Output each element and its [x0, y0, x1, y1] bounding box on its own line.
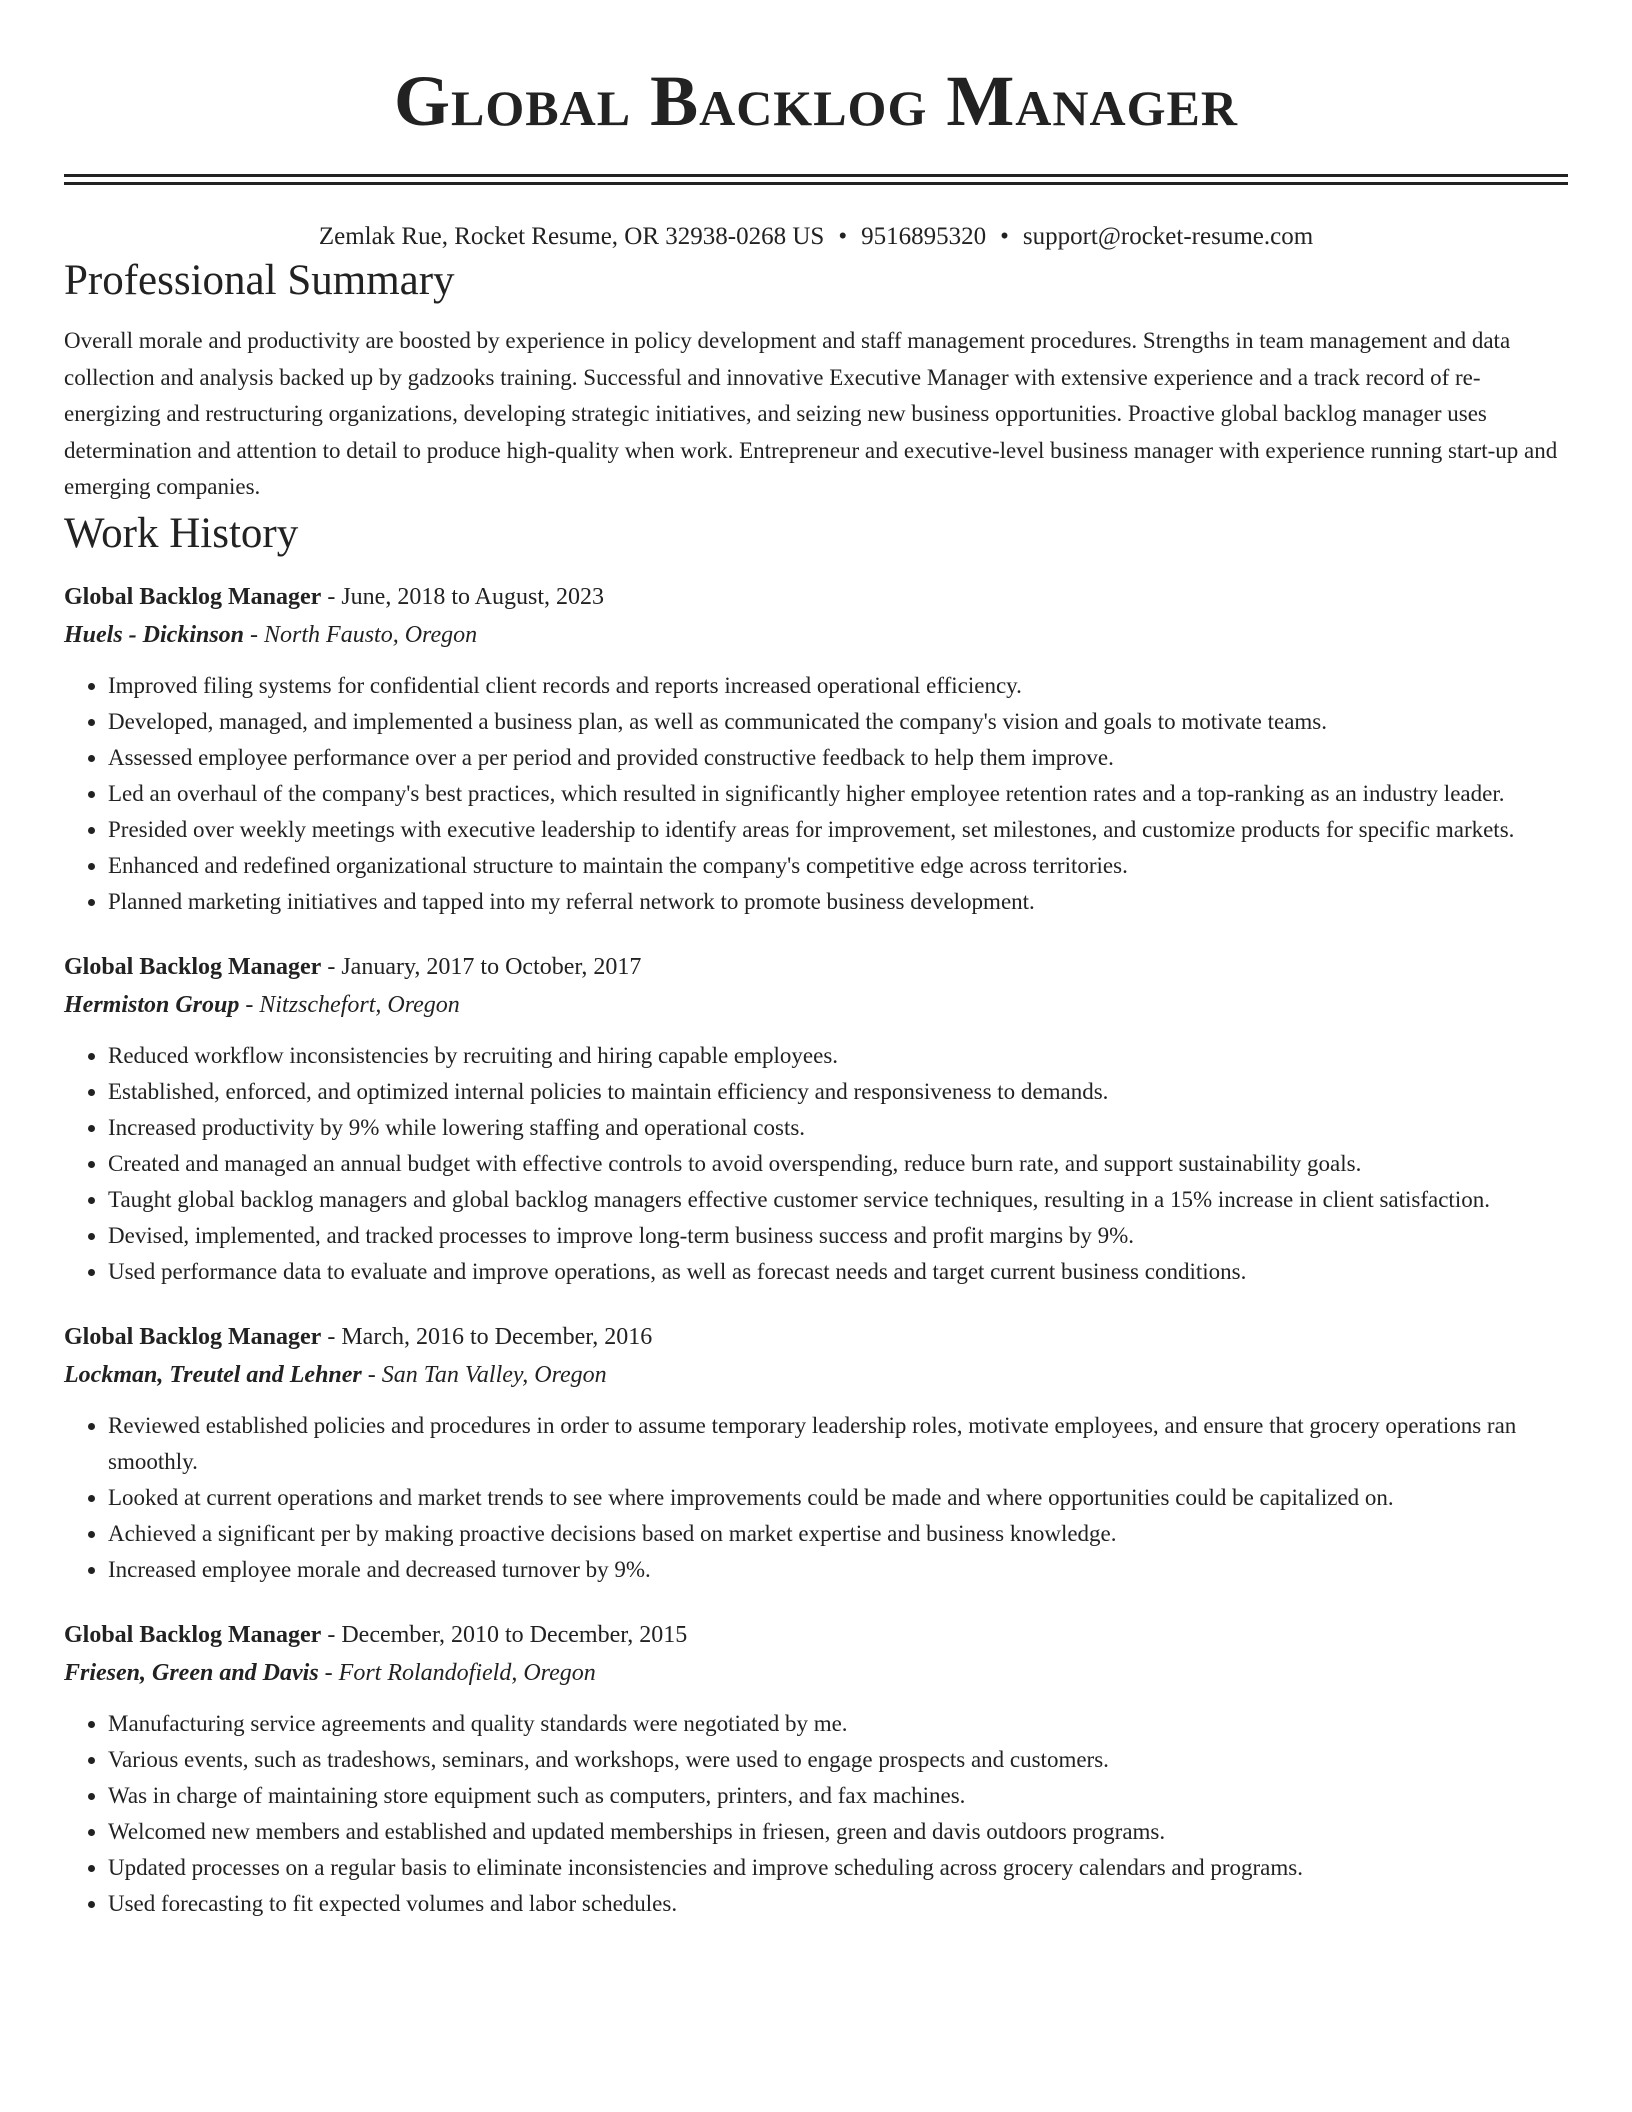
job-bullet-item: • Used forecasting to fit expected volumes and labor schedules. [108, 1886, 1568, 1922]
job-bullet-item: • Reviewed established policies and procedures in order to assume temporary leadership roles, motivate employees, and ensure that grocery operations ran smoothly. [108, 1408, 1568, 1480]
job-bullet-item: • Increased employee morale and decreased turnover by 9%. [108, 1552, 1568, 1588]
contact-phone: 9516895320 [861, 223, 987, 250]
job-bullet-item: • Established, enforced, and optimized internal policies to maintain efficiency and responsiveness to demands. [108, 1074, 1568, 1110]
job-bullet-item: • Was in charge of maintaining store equipment such as computers, printers, and fax machines. [108, 1778, 1568, 1814]
job-company: Huels - Dickinson [64, 621, 245, 648]
job-header [64, 578, 1568, 616]
job-dates: - December, 2010 to December, 2015 [321, 1621, 688, 1648]
job-location: - San Tan Valley, Oregon [361, 1361, 607, 1388]
job-dates: - January, 2017 to October, 2017 [321, 953, 642, 980]
job-bullet-item: • Developed, managed, and implemented a business plan, as well as communicated the company's vision and goals to motivate teams. [108, 704, 1568, 740]
job-company-line [64, 616, 1568, 654]
job-bullet-item: • Looked at current operations and market trends to see where improvements could be made and where opportunities could be capitalized on. [108, 1480, 1568, 1516]
job-bullet-item: • Reduced workflow inconsistencies by recruiting and hiring capable employees. [108, 1038, 1568, 1074]
job-bullet-item: • Achieved a significant per by making proactive decisions based on market expertise and business knowledge. [108, 1516, 1568, 1552]
job-location: - Nitzschefort, Oregon [239, 991, 460, 1018]
job-bullet-item: • Various events, such as tradeshows, seminars, and workshops, were used to engage prospects and customers. [108, 1742, 1568, 1778]
job-bullet-item: • Enhanced and redefined organizational structure to maintain the company's competitive edge across territories. [108, 848, 1568, 884]
work-history-list [64, 578, 1568, 1922]
job-company-line [64, 1654, 1568, 1692]
job-entry [64, 948, 1568, 1290]
job-bullet-item: • Used performance data to evaluate and improve operations, as well as forecast needs and target current business conditions. [108, 1254, 1568, 1290]
summary-heading: Professional Summary [64, 257, 455, 304]
job-dates: - March, 2016 to December, 2016 [321, 1323, 653, 1350]
contact-separator: • [838, 223, 848, 250]
job-header [64, 1616, 1568, 1654]
job-bullet-item: • Presided over weekly meetings with executive leadership to identify areas for improvement, set milestones, and customize products for specific markets. [108, 812, 1568, 848]
contact-separator: • [1000, 223, 1009, 250]
job-header [64, 948, 1568, 986]
job-title: Global Backlog Manager [64, 1323, 322, 1350]
job-company: Lockman, Treutel and Lehner [64, 1361, 362, 1388]
job-bullet-item: • Taught global backlog managers and global backlog managers effective customer service techniques, resulting in a 15% increase in client satisfaction. [108, 1182, 1568, 1218]
header-double-rule [64, 174, 1568, 185]
job-location: - North Fausto, Oregon [244, 621, 478, 648]
contact-line [64, 221, 1568, 253]
job-title: Global Backlog Manager [64, 953, 322, 980]
job-bullets [64, 1408, 1568, 1588]
work-history-heading: Work History [64, 509, 299, 557]
job-company: Friesen, Green and Davis [64, 1659, 319, 1686]
job-bullet-item: • Manufacturing service agreements and quality standards were negotiated by me. [108, 1706, 1568, 1742]
job-entry [64, 1616, 1568, 1922]
job-entry [64, 578, 1568, 920]
job-company-line [64, 1356, 1568, 1394]
job-bullet-item: • Planned marketing initiatives and tapped into my referral network to promote business development. [108, 884, 1568, 920]
job-bullet-item: • Updated processes on a regular basis to eliminate inconsistencies and improve scheduling across grocery calendars and programs. [108, 1850, 1568, 1886]
job-location: - Fort Rolandofield, Oregon [318, 1659, 596, 1686]
job-title: Global Backlog Manager [64, 1621, 322, 1648]
summary-text: Overall morale and productivity are boosted by experience in policy development and staff management procedures. Strengths in team management and data collection and analysis backed up by gadzooks training. Successful and innovative Executive Manager with extensive experience and a track record of re-energizing and restructuring organizations, developing strategic initiatives, and seizing new business opportunities. Proactive global backlog manager uses determination and attention to detail to produce high-quality when work. Entrepreneur and executive-level business manager with experience running start-up and emerging companies. [64, 328, 1558, 499]
job-bullets [64, 1038, 1568, 1290]
job-company: Hermiston Group [64, 991, 240, 1018]
job-bullet-item: • Assessed employee performance over a per period and provided constructive feedback to help them improve. [108, 740, 1568, 776]
job-header [64, 1318, 1568, 1356]
job-bullet-item: • Improved filing systems for confidential client records and reports increased operational efficiency. [108, 668, 1568, 704]
job-bullets [64, 1706, 1568, 1922]
job-bullet-item: • Created and managed an annual budget with effective controls to avoid overspending, reduce burn rate, and support sustainability goals. [108, 1146, 1568, 1182]
job-title: Global Backlog Manager [64, 583, 322, 610]
job-company-line [64, 986, 1568, 1024]
job-bullet-item: • Welcomed new members and established and updated memberships in friesen, green and davis outdoors programs. [108, 1814, 1568, 1850]
job-bullet-item: • Devised, implemented, and tracked processes to improve long-term business success and profit margins by 9%. [108, 1218, 1568, 1254]
contact-address: Zemlak Rue, Rocket Resume, OR 32938-0268 US [318, 223, 825, 250]
job-bullets [64, 668, 1568, 920]
contact-email: support@rocket-resume.com [1022, 223, 1314, 250]
job-bullet-item: • Increased productivity by 9% while lowering staffing and operational costs. [108, 1110, 1568, 1146]
job-bullet-item: • Led an overhaul of the company's best practices, which resulted in significantly higher employee retention rates and a top-ranking as an industry leader. [108, 776, 1568, 812]
job-dates: - June, 2018 to August, 2023 [321, 583, 605, 610]
job-entry [64, 1318, 1568, 1588]
resume-name-heading: Global Backlog Manager [394, 61, 1238, 141]
